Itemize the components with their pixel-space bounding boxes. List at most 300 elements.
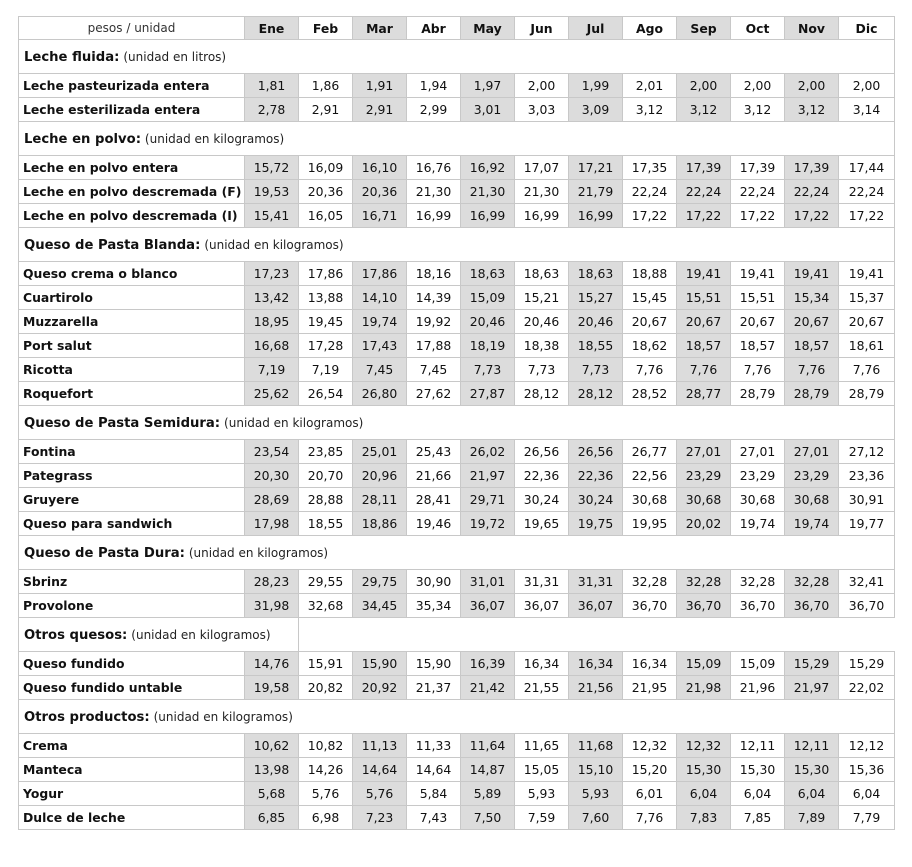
table-row — [19, 334, 895, 358]
price-cell: 15,29 — [785, 652, 839, 676]
price-cell: 2,78 — [245, 98, 299, 122]
price-cell: 7,76 — [839, 358, 895, 382]
price-cell: 17,98 — [245, 512, 299, 536]
month-header: Nov — [785, 17, 839, 40]
price-cell: 16,39 — [461, 652, 515, 676]
product-name: Queso para sandwich — [19, 512, 245, 536]
price-cell: 18,61 — [839, 334, 895, 358]
table-row — [19, 74, 895, 98]
price-cell: 18,57 — [785, 334, 839, 358]
price-cell: 7,79 — [839, 806, 895, 830]
price-cell: 19,41 — [731, 262, 785, 286]
price-cell: 30,24 — [515, 488, 569, 512]
price-cell: 15,10 — [569, 758, 623, 782]
price-cell: 22,24 — [785, 180, 839, 204]
price-cell: 22,24 — [839, 180, 895, 204]
month-header: Ene — [245, 17, 299, 40]
section-title: Queso de Pasta Semidura: — [24, 415, 221, 431]
product-name: Leche esterilizada entera — [19, 98, 245, 122]
price-cell: 1,81 — [245, 74, 299, 98]
price-cell: 28,79 — [731, 382, 785, 406]
price-cell: 5,89 — [461, 782, 515, 806]
section-title: Leche en polvo: — [24, 131, 141, 147]
price-cell: 20,67 — [623, 310, 677, 334]
price-cell: 15,30 — [677, 758, 731, 782]
price-cell: 17,21 — [569, 156, 623, 180]
price-cell: 3,09 — [569, 98, 623, 122]
price-cell: 27,62 — [407, 382, 461, 406]
price-cell: 21,98 — [677, 676, 731, 700]
price-cell: 29,75 — [353, 570, 407, 594]
section-header-row — [19, 700, 895, 734]
price-cell: 18,57 — [677, 334, 731, 358]
price-cell: 7,89 — [785, 806, 839, 830]
price-cell: 7,23 — [353, 806, 407, 830]
price-cell: 36,07 — [461, 594, 515, 618]
price-cell: 2,00 — [515, 74, 569, 98]
price-cell: 7,45 — [407, 358, 461, 382]
price-cell: 23,29 — [731, 464, 785, 488]
price-cell: 28,88 — [299, 488, 353, 512]
price-cell: 11,33 — [407, 734, 461, 758]
price-cell: 20,46 — [569, 310, 623, 334]
price-cell: 17,22 — [731, 204, 785, 228]
price-cell: 17,22 — [677, 204, 731, 228]
price-cell: 29,55 — [299, 570, 353, 594]
price-cell: 20,67 — [839, 310, 895, 334]
price-cell: 15,09 — [731, 652, 785, 676]
price-cell: 7,59 — [515, 806, 569, 830]
section-title: Leche fluida: — [24, 49, 120, 65]
section-header-row — [19, 618, 895, 652]
price-cell: 32,28 — [677, 570, 731, 594]
price-cell: 20,70 — [299, 464, 353, 488]
table-row — [19, 98, 895, 122]
section-title-cell — [19, 40, 895, 74]
table-row — [19, 570, 895, 594]
price-cell: 2,91 — [353, 98, 407, 122]
table-row — [19, 488, 895, 512]
table-row — [19, 782, 895, 806]
price-cell: 21,97 — [461, 464, 515, 488]
product-name: Queso crema o blanco — [19, 262, 245, 286]
price-cell: 36,70 — [731, 594, 785, 618]
price-cell: 22,24 — [731, 180, 785, 204]
price-cell: 23,85 — [299, 440, 353, 464]
section-header-row — [19, 536, 895, 570]
price-cell: 7,73 — [461, 358, 515, 382]
price-cell: 36,70 — [839, 594, 895, 618]
section-filler — [299, 618, 895, 652]
price-cell: 19,74 — [353, 310, 407, 334]
price-cell: 28,52 — [623, 382, 677, 406]
product-name: Leche pasteurizada entera — [19, 74, 245, 98]
price-cell: 17,39 — [731, 156, 785, 180]
section-header-row — [19, 122, 895, 156]
price-cell: 16,10 — [353, 156, 407, 180]
header-row — [19, 17, 895, 40]
price-cell: 32,41 — [839, 570, 895, 594]
price-cell: 3,14 — [839, 98, 895, 122]
price-cell: 12,32 — [677, 734, 731, 758]
price-cell: 28,12 — [515, 382, 569, 406]
price-cell: 20,02 — [677, 512, 731, 536]
table-row — [19, 806, 895, 830]
price-cell: 19,45 — [299, 310, 353, 334]
product-name: Port salut — [19, 334, 245, 358]
price-cell: 2,00 — [677, 74, 731, 98]
price-cell: 19,95 — [623, 512, 677, 536]
price-cell: 22,02 — [839, 676, 895, 700]
price-cell: 5,76 — [299, 782, 353, 806]
table-body — [19, 40, 895, 830]
price-cell: 11,68 — [569, 734, 623, 758]
price-cell: 26,56 — [515, 440, 569, 464]
product-name: Fontina — [19, 440, 245, 464]
price-cell: 15,90 — [407, 652, 461, 676]
section-unit: (unidad en kilogramos) — [153, 709, 293, 724]
price-cell: 28,12 — [569, 382, 623, 406]
section-title-cell — [19, 406, 895, 440]
price-cell: 6,04 — [677, 782, 731, 806]
price-cell: 23,54 — [245, 440, 299, 464]
price-cell: 22,24 — [623, 180, 677, 204]
section-title: Otros productos: — [24, 709, 150, 725]
price-cell: 21,30 — [461, 180, 515, 204]
price-cell: 16,34 — [569, 652, 623, 676]
price-cell: 6,85 — [245, 806, 299, 830]
product-name: Ricotta — [19, 358, 245, 382]
month-header: Sep — [677, 17, 731, 40]
price-cell: 36,07 — [569, 594, 623, 618]
price-cell: 1,91 — [353, 74, 407, 98]
price-cell: 12,11 — [785, 734, 839, 758]
price-cell: 26,54 — [299, 382, 353, 406]
price-cell: 2,01 — [623, 74, 677, 98]
price-cell: 28,77 — [677, 382, 731, 406]
price-cell: 17,44 — [839, 156, 895, 180]
price-cell: 19,74 — [731, 512, 785, 536]
price-cell: 17,43 — [353, 334, 407, 358]
price-cell: 19,41 — [785, 262, 839, 286]
price-cell: 1,97 — [461, 74, 515, 98]
table-row — [19, 676, 895, 700]
price-cell: 7,76 — [623, 806, 677, 830]
price-cell: 1,94 — [407, 74, 461, 98]
section-title-cell — [19, 122, 895, 156]
price-cell: 17,39 — [785, 156, 839, 180]
price-cell: 3,12 — [731, 98, 785, 122]
month-header: Jun — [515, 17, 569, 40]
price-cell: 19,74 — [785, 512, 839, 536]
section-unit: (unidad en kilogramos) — [131, 627, 271, 642]
price-cell: 12,11 — [731, 734, 785, 758]
price-cell: 19,53 — [245, 180, 299, 204]
table-row — [19, 512, 895, 536]
table-row — [19, 594, 895, 618]
price-cell: 17,88 — [407, 334, 461, 358]
price-cell: 15,45 — [623, 286, 677, 310]
price-cell: 19,75 — [569, 512, 623, 536]
price-cell: 27,12 — [839, 440, 895, 464]
price-cell: 15,21 — [515, 286, 569, 310]
price-cell: 21,37 — [407, 676, 461, 700]
table-row — [19, 180, 895, 204]
section-title-cell — [19, 618, 299, 652]
price-cell: 19,41 — [677, 262, 731, 286]
price-cell: 16,99 — [569, 204, 623, 228]
price-cell: 15,09 — [461, 286, 515, 310]
section-title-cell — [19, 536, 895, 570]
price-cell: 32,28 — [623, 570, 677, 594]
price-cell: 16,99 — [407, 204, 461, 228]
price-cell: 5,68 — [245, 782, 299, 806]
product-name: Muzzarella — [19, 310, 245, 334]
price-cell: 19,65 — [515, 512, 569, 536]
price-cell: 15,51 — [677, 286, 731, 310]
price-cell: 23,36 — [839, 464, 895, 488]
section-header-row — [19, 228, 895, 262]
price-cell: 20,96 — [353, 464, 407, 488]
price-cell: 18,38 — [515, 334, 569, 358]
price-cell: 14,39 — [407, 286, 461, 310]
table-row — [19, 156, 895, 180]
table-row — [19, 204, 895, 228]
price-cell: 7,60 — [569, 806, 623, 830]
price-cell: 21,55 — [515, 676, 569, 700]
price-cell: 26,80 — [353, 382, 407, 406]
price-cell: 18,55 — [299, 512, 353, 536]
price-cell: 15,09 — [677, 652, 731, 676]
price-cell: 7,50 — [461, 806, 515, 830]
price-cell: 16,99 — [461, 204, 515, 228]
price-cell: 17,35 — [623, 156, 677, 180]
price-cell: 30,68 — [731, 488, 785, 512]
price-cell: 18,95 — [245, 310, 299, 334]
price-cell: 11,13 — [353, 734, 407, 758]
price-cell: 26,77 — [623, 440, 677, 464]
price-cell: 2,00 — [731, 74, 785, 98]
table-row — [19, 440, 895, 464]
price-cell: 18,57 — [731, 334, 785, 358]
price-cell: 21,42 — [461, 676, 515, 700]
price-cell: 7,85 — [731, 806, 785, 830]
price-cell: 1,99 — [569, 74, 623, 98]
price-cell: 14,64 — [353, 758, 407, 782]
price-cell: 19,41 — [839, 262, 895, 286]
price-cell: 32,28 — [785, 570, 839, 594]
price-cell: 3,12 — [785, 98, 839, 122]
price-cell: 36,70 — [623, 594, 677, 618]
price-cell: 28,23 — [245, 570, 299, 594]
price-cell: 14,87 — [461, 758, 515, 782]
product-name: Roquefort — [19, 382, 245, 406]
price-cell: 7,76 — [785, 358, 839, 382]
price-cell: 20,46 — [461, 310, 515, 334]
price-cell: 17,22 — [785, 204, 839, 228]
price-cell: 21,30 — [515, 180, 569, 204]
price-cell: 2,91 — [299, 98, 353, 122]
price-cell: 28,41 — [407, 488, 461, 512]
price-cell: 1,86 — [299, 74, 353, 98]
price-cell: 28,79 — [839, 382, 895, 406]
price-cell: 21,95 — [623, 676, 677, 700]
price-cell: 21,96 — [731, 676, 785, 700]
price-cell: 15,37 — [839, 286, 895, 310]
table-row — [19, 758, 895, 782]
section-header-row — [19, 40, 895, 74]
price-cell: 21,97 — [785, 676, 839, 700]
price-cell: 18,86 — [353, 512, 407, 536]
section-title-cell — [19, 700, 895, 734]
price-cell: 31,98 — [245, 594, 299, 618]
price-cell: 15,05 — [515, 758, 569, 782]
table-row — [19, 464, 895, 488]
product-name: Queso fundido — [19, 652, 245, 676]
price-cell: 32,68 — [299, 594, 353, 618]
price-cell: 31,31 — [569, 570, 623, 594]
price-cell: 21,79 — [569, 180, 623, 204]
price-cell: 21,66 — [407, 464, 461, 488]
section-title: Queso de Pasta Blanda: — [24, 237, 201, 253]
table-row — [19, 652, 895, 676]
price-cell: 22,36 — [569, 464, 623, 488]
price-cell: 5,76 — [353, 782, 407, 806]
price-cell: 6,01 — [623, 782, 677, 806]
price-cell: 20,36 — [353, 180, 407, 204]
section-unit: (unidad en litros) — [123, 49, 227, 64]
price-cell: 20,82 — [299, 676, 353, 700]
price-cell: 18,62 — [623, 334, 677, 358]
price-cell: 17,86 — [353, 262, 407, 286]
price-cell: 10,62 — [245, 734, 299, 758]
price-cell: 18,63 — [515, 262, 569, 286]
price-cell: 18,19 — [461, 334, 515, 358]
price-cell: 16,68 — [245, 334, 299, 358]
price-cell: 15,91 — [299, 652, 353, 676]
price-cell: 14,26 — [299, 758, 353, 782]
price-cell: 7,73 — [569, 358, 623, 382]
price-cell: 36,70 — [785, 594, 839, 618]
price-cell: 15,90 — [353, 652, 407, 676]
month-header: Jul — [569, 17, 623, 40]
price-cell: 20,67 — [785, 310, 839, 334]
price-cell: 2,00 — [839, 74, 895, 98]
price-cell: 16,99 — [515, 204, 569, 228]
price-cell: 20,36 — [299, 180, 353, 204]
price-cell: 16,92 — [461, 156, 515, 180]
price-cell: 36,70 — [677, 594, 731, 618]
price-cell: 3,01 — [461, 98, 515, 122]
price-cell: 19,92 — [407, 310, 461, 334]
price-cell: 18,63 — [569, 262, 623, 286]
price-cell: 7,83 — [677, 806, 731, 830]
month-header: Dic — [839, 17, 895, 40]
price-cell: 19,77 — [839, 512, 895, 536]
price-cell: 20,46 — [515, 310, 569, 334]
price-cell: 14,10 — [353, 286, 407, 310]
price-cell: 19,72 — [461, 512, 515, 536]
table-row — [19, 382, 895, 406]
price-cell: 7,76 — [677, 358, 731, 382]
section-unit: (unidad en kilogramos) — [144, 131, 285, 146]
price-cell: 16,34 — [515, 652, 569, 676]
product-name: Pategrass — [19, 464, 245, 488]
price-cell: 29,71 — [461, 488, 515, 512]
product-name: Gruyere — [19, 488, 245, 512]
price-cell: 17,39 — [677, 156, 731, 180]
table-row — [19, 286, 895, 310]
month-header: May — [461, 17, 515, 40]
price-cell: 17,28 — [299, 334, 353, 358]
price-cell: 28,79 — [785, 382, 839, 406]
price-cell: 18,88 — [623, 262, 677, 286]
price-cell: 32,28 — [731, 570, 785, 594]
price-cell: 30,91 — [839, 488, 895, 512]
price-cell: 20,67 — [731, 310, 785, 334]
price-cell: 25,62 — [245, 382, 299, 406]
price-cell: 17,23 — [245, 262, 299, 286]
price-cell: 15,20 — [623, 758, 677, 782]
price-cell: 5,93 — [515, 782, 569, 806]
price-cell: 17,07 — [515, 156, 569, 180]
price-cell: 23,29 — [677, 464, 731, 488]
table-row — [19, 734, 895, 758]
price-cell: 7,19 — [245, 358, 299, 382]
price-cell: 7,19 — [299, 358, 353, 382]
price-table — [18, 16, 895, 830]
price-cell: 21,56 — [569, 676, 623, 700]
price-cell: 15,51 — [731, 286, 785, 310]
price-cell: 36,07 — [515, 594, 569, 618]
price-cell: 20,92 — [353, 676, 407, 700]
price-cell: 2,99 — [407, 98, 461, 122]
price-cell: 27,01 — [677, 440, 731, 464]
price-cell: 31,01 — [461, 570, 515, 594]
price-cell: 25,43 — [407, 440, 461, 464]
price-cell: 7,76 — [731, 358, 785, 382]
section-unit: (unidad en kilogramos) — [224, 415, 364, 430]
price-cell: 15,29 — [839, 652, 895, 676]
month-header: Abr — [407, 17, 461, 40]
price-cell: 23,29 — [785, 464, 839, 488]
price-cell: 19,46 — [407, 512, 461, 536]
price-cell: 13,42 — [245, 286, 299, 310]
price-cell: 22,36 — [515, 464, 569, 488]
price-cell: 35,34 — [407, 594, 461, 618]
price-cell: 26,56 — [569, 440, 623, 464]
product-name: Crema — [19, 734, 245, 758]
price-cell: 7,45 — [353, 358, 407, 382]
month-header: Mar — [353, 17, 407, 40]
price-cell: 30,68 — [785, 488, 839, 512]
price-cell: 15,30 — [785, 758, 839, 782]
month-header: Oct — [731, 17, 785, 40]
price-cell: 17,22 — [839, 204, 895, 228]
price-cell: 26,02 — [461, 440, 515, 464]
price-cell: 15,30 — [731, 758, 785, 782]
section-title: Queso de Pasta Dura: — [24, 545, 185, 561]
price-cell: 22,56 — [623, 464, 677, 488]
price-cell: 22,24 — [677, 180, 731, 204]
price-cell: 28,11 — [353, 488, 407, 512]
price-cell: 5,84 — [407, 782, 461, 806]
price-cell: 7,76 — [623, 358, 677, 382]
price-cell: 20,67 — [677, 310, 731, 334]
price-cell: 13,98 — [245, 758, 299, 782]
section-unit: (unidad en kilogramos) — [188, 545, 329, 560]
price-cell: 28,69 — [245, 488, 299, 512]
